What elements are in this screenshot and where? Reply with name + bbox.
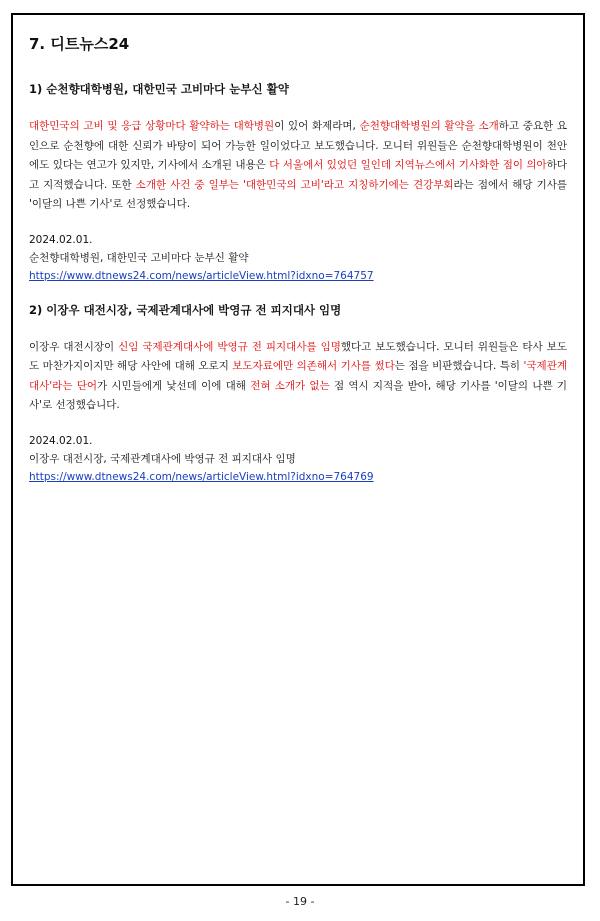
item-2-headline: 이장우 대전시장, 국제관계대사에 박영규 전 피지대사 임명 xyxy=(29,452,296,465)
highlighted-text: 대한민국의 고비 및 응급 상황마다 활약하는 대학병원 xyxy=(29,120,275,132)
item-1-date: 2024.02.01. xyxy=(29,233,93,246)
body-text: 가 시민들에게 낯선데 이에 대해 xyxy=(97,379,251,392)
highlighted-text: 순천향대학병원의 활약을 소개 xyxy=(359,120,499,132)
highlighted-text: 보도자료에만 의존해서 기사를 썼다 xyxy=(232,360,395,372)
item-1-link[interactable]: https://www.dtnews24.com/news/articleView.html?idxno=764757 xyxy=(29,269,374,282)
item-1-headline: 순천향대학병원, 대한민국 고비마다 눈부신 활약 xyxy=(29,251,249,264)
section-title: 7. 디트뉴스24 xyxy=(29,35,130,53)
body-text: 점 역시 지적을 받아, 해당 기사를 '이달의 나쁜 기사'로 선정했습니다. xyxy=(29,379,568,411)
highlighted-text: 다 서울에서 있었던 일인데 지역뉴스에서 기사화한 점이 의아 xyxy=(269,159,547,171)
item-2-date: 2024.02.01. xyxy=(29,434,93,447)
body-text: 라는 점에서 해당 기사를 '이달의 나쁜 기사'로 선정했습니다. xyxy=(29,178,567,210)
page-content xyxy=(29,33,567,486)
page-frame xyxy=(11,13,585,886)
item-2-body xyxy=(29,338,567,416)
page-number: - 19 - xyxy=(285,895,315,908)
body-text: 했다고 보도했습니다. 모니터 위원들은 타사 보도도 마찬가지이지만 해당 사안에 대해 오로지 xyxy=(29,340,567,372)
item-1-body xyxy=(29,117,567,215)
body-text: 이 있어 화제라며, xyxy=(274,120,360,132)
highlighted-text: 전혀 소개가 없는 xyxy=(250,379,330,392)
body-text: 이장우 대전시장이 xyxy=(29,340,119,353)
highlighted-text: '국제관계대사'라는 단어 xyxy=(29,360,567,392)
body-text: 하다고 지적했습니다. 또한 xyxy=(29,159,567,191)
item-2-link[interactable]: https://www.dtnews24.com/news/articleView.html?idxno=764769 xyxy=(29,470,374,483)
item-2-title: 2) 이장우 대전시장, 국제관계대사에 박영규 전 피지대사 임명 xyxy=(29,302,342,317)
body-text: 하고 중요한 요인으로 순천향에 대한 신뢰가 바탕이 되어 가능한 일이었다고 보도했습니다. 모니터 위원들은 순천향대학병원이 천안에도 있다는 연고가 있지만, 기사에서 소개된 내용은 xyxy=(29,120,568,171)
body-text: 는 점을 비판했습니다. 특히 xyxy=(394,360,524,372)
highlighted-text: 소개한 사건 중 일부는 '대한민국의 고비'라고 지칭하기에는 견강부회 xyxy=(135,178,454,191)
highlighted-text: 신임 국제관계대사에 박영규 전 피지대사를 임명 xyxy=(118,340,341,353)
item-1-title: 1) 순천향대학병원, 대한민국 고비마다 눈부신 활약 xyxy=(29,82,289,96)
